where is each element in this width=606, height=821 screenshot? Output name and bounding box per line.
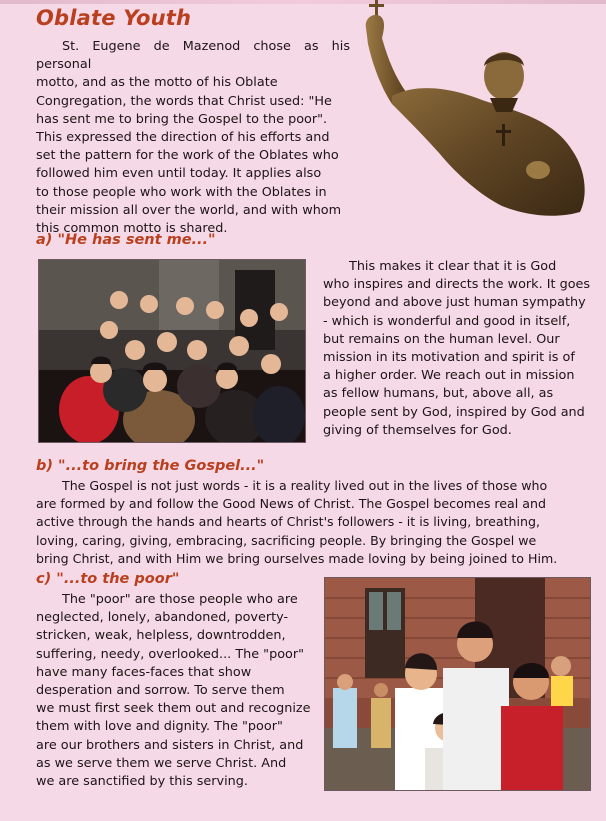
section-c-paragraph: The "poor" are those people who are neglected, lonely, abandoned, poverty- stricken, weak, helpless, downtrodden, suffering, needy, overlooked... The "poor" have many faces-faces that show desperation and sorrow. To serve them we must first seek them out and recognize them with love and dignity. The "poor" are our brothers and sisters in Christ, and as we serve them we serve Christ. And we are sanctified by this serving. (36, 592, 311, 790)
section-a-heading: a) "He has sent me..." (36, 232, 216, 248)
section-b-paragraph: The Gospel is not just words - it is a reality lived out in the lives of those who are formed by and follow the Good News of Christ. The Gospel becomes real and active through the hands and hearts of Christ's followers - it is living, breathing, loving, caring, giving, embracing, sacrificing people. By bringing the Gospel we bring Christ, and with Him we bring ourselves made loving by being joined to Him. (36, 478, 558, 566)
youth-group-photo (38, 259, 306, 443)
bronze-statue-illustration (362, 0, 594, 224)
section-b-heading: b) "...to bring the Gospel..." (36, 458, 265, 474)
section-c-heading: c) "...to the poor" (36, 571, 180, 587)
page-title: Oblate Youth (36, 6, 192, 30)
intro-paragraph: St. Eugene de Mazenod chose as his personal motto, and as the motto of his Oblate Congregation, the words that Christ used: "He has sent me to bring the Gospel to the poor". This expressed the direction of his efforts and set the pattern for the work of the Oblates who followed him even until today. It applies also to those people who work with the Oblates in their mission all over the world, and with whom this common motto is shared. (36, 39, 350, 237)
section-a-paragraph: This makes it clear that it is God who inspires and directs the work. It goes beyond and above just human sympathy - which is wonderful and good in itself, but remains on the human level. Our mission in its motivation and spirit is of a higher order. We reach out in mission as fellow humans, but, above all, as people sent by God, inspired by God and giving of themselves for God. (323, 259, 591, 438)
children-photo (324, 577, 591, 791)
